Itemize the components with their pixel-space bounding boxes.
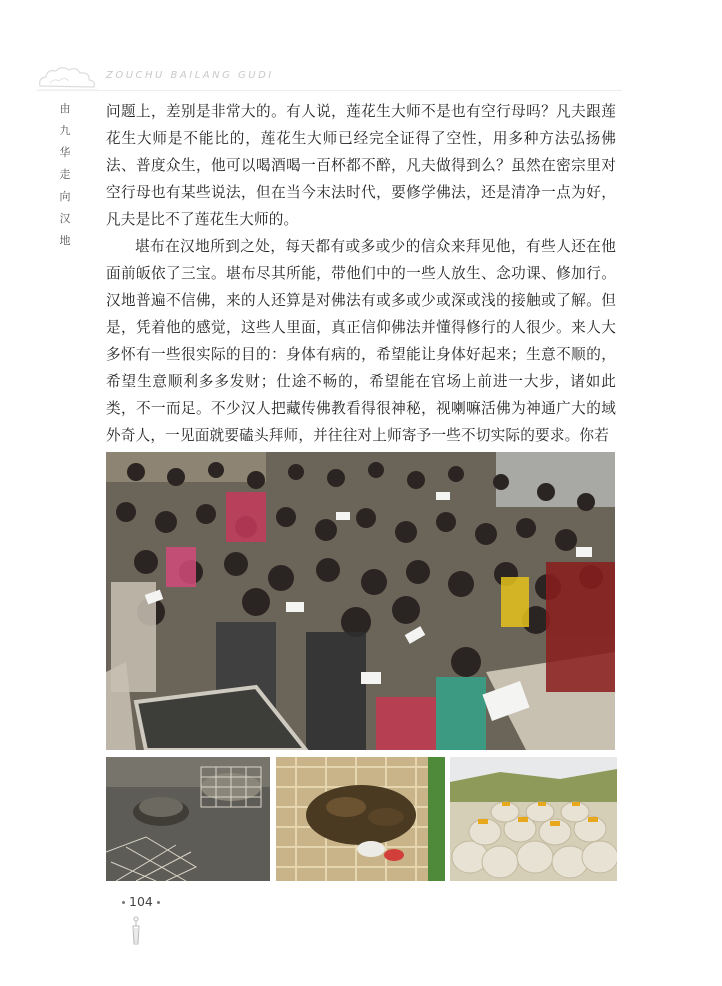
sheep-release-photo (450, 757, 617, 881)
running-title: ZOUCHU BAILANG GUDI (106, 70, 274, 81)
tassel-icon (129, 916, 143, 946)
paragraph: 问题上，差别是非常大的。有人说，莲花生大师不是也有空行母吗？凡夫跟莲花生大师是不能比的，莲花生大师已经完全证得了空性，用多种方法弘扬佛法、普度众生，他可以喝酒喝一百杯都不醉，凡夫做得到么？虽然在密宗里对空行母也有某些说法，但在当今末法时代，要修学佛法，还是清净一点为好，凡夫是比不了莲花生大师的。 (106, 103, 616, 228)
page-number (118, 894, 164, 909)
side-chapter-title (58, 98, 72, 252)
side-title-char: 华 (59, 146, 71, 159)
header-divider (36, 90, 622, 91)
ducks-in-basket-photo (276, 757, 445, 881)
page-number-value: 104 (129, 894, 153, 909)
side-title-char: 九 (59, 124, 71, 137)
paragraph: 堪布在汉地所到之处，每天都有或多或少的信众来拜见他，有些人还在他面前皈依了三宝。堪布尽其所能，带他们中的一些人放生、念功课、修加行。汉地普遍不信佛，来的人还算是对佛法有或多或少或深或浅的接触或了解。但是，凭着他的感觉，这些人里面，真正信仰佛法并懂得修行的人很少。来人大多怀有一些很实际的目的：身体有病的，希望能让身体好起来；生意不顺的，希望生意顺利多多发财；仕途不畅的，希望能在官场上前进一大步，诸如此类，不一而足。不少汉人把藏传佛教看得很神秘，视喇嘛活佛为神通广大的域外奇人，一见面就要磕头拜师，并往往对上师寄予一些不切实际的要求。你若 (106, 238, 616, 444)
dot-icon (157, 901, 160, 904)
side-title-char: 汉 (59, 212, 71, 225)
side-title-char: 地 (59, 234, 71, 247)
side-title-char: 由 (59, 102, 71, 115)
side-title-char: 向 (59, 190, 71, 203)
turtle-release-photo (106, 757, 270, 881)
body-text (106, 98, 616, 449)
dot-icon (122, 901, 125, 904)
side-title-char: 走 (59, 168, 71, 181)
crowd-prayer-photo (106, 452, 615, 750)
